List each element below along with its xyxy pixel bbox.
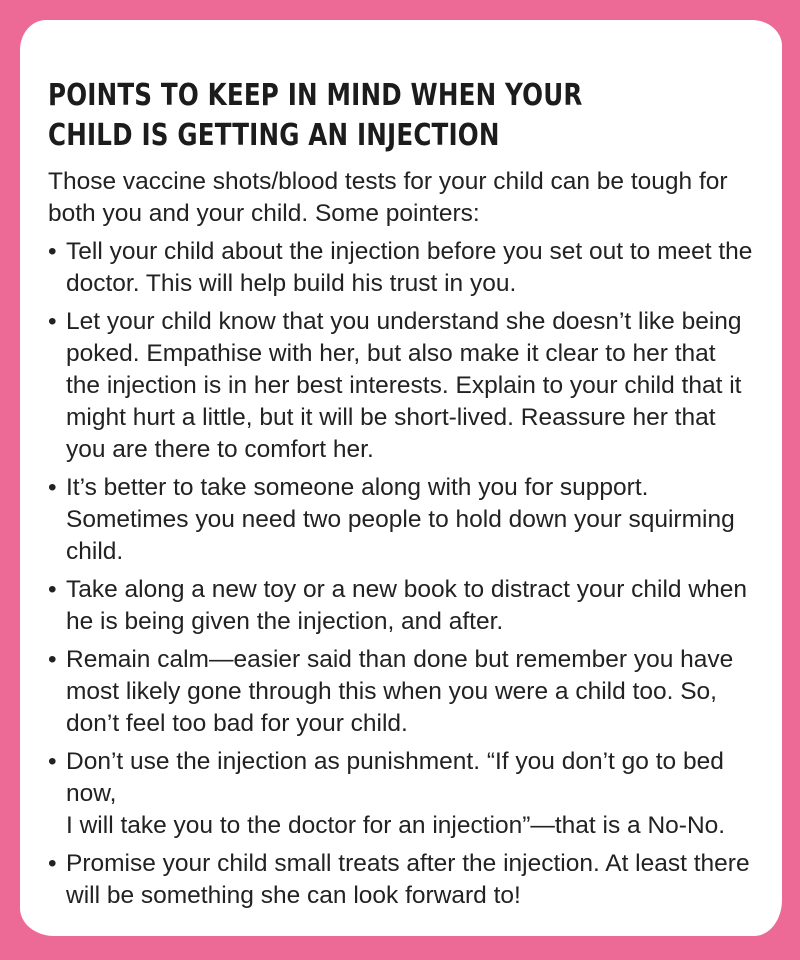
list-item-text-continued: I will take you to the doctor for an injection”—that is a No-No. <box>66 812 726 839</box>
bullet: • <box>48 308 57 335</box>
bullet: • <box>48 748 57 775</box>
bullet: • <box>48 850 57 877</box>
list-item <box>48 848 754 912</box>
title-line-1: POINTS TO KEEP IN MIND WHEN YOUR <box>48 78 583 113</box>
bullet: • <box>48 238 57 265</box>
list-item <box>48 644 754 740</box>
list-item <box>48 306 754 466</box>
list-item <box>48 472 754 568</box>
list-item-text: Don’t use the injection as punishment. “If you don’t go to bed now, <box>66 748 724 807</box>
list-item <box>48 574 754 638</box>
bullet: • <box>48 646 57 673</box>
bullet: • <box>48 576 57 603</box>
title-line-2: CHILD IS GETTING AN INJECTION <box>48 118 500 153</box>
content-card <box>20 20 782 936</box>
pointers-list <box>48 236 754 912</box>
list-item-text: Promise your child small treats after the injection. At least there will be something she can look forward to! <box>66 850 750 909</box>
list-item <box>48 236 754 300</box>
page-title <box>48 76 754 156</box>
intro-text: Those vaccine shots/blood tests for your child can be tough for both you and your child. Some pointers: <box>48 168 728 227</box>
list-item-text: Remain calm—easier said than done but remember you have most likely gone through this when you were a child too. So, don’t feel too bad for your child. <box>66 646 734 737</box>
bullet: • <box>48 474 57 501</box>
list-item-text: It’s better to take someone along with you for support. Sometimes you need two people to hold down your squirming child. <box>66 474 735 565</box>
list-item-text: Tell your child about the injection before you set out to meet the doctor. This will help build his trust in you. <box>66 238 753 297</box>
list-item-text: Take along a new toy or a new book to distract your child when he is being given the injection, and after. <box>66 576 747 635</box>
list-item <box>48 746 754 842</box>
list-item-text: Let your child know that you understand she doesn’t like being poked. Empathise with her, but also make it clear to her that the injection is in her best interests. Explain to your child that it might hurt a little, but it will be short-lived. Reassure her that you are there to comfort her. <box>66 308 742 463</box>
